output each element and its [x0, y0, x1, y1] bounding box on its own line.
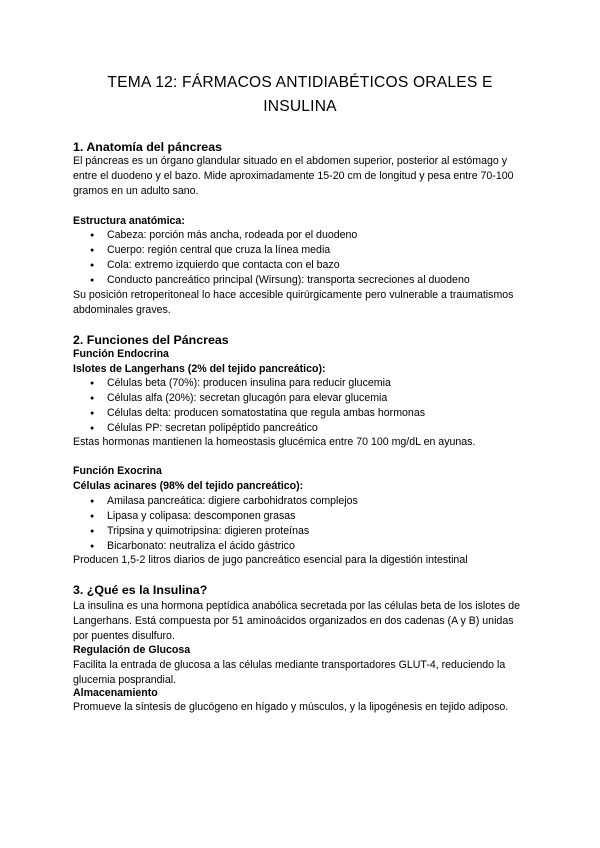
storage-heading: Almacenamiento [73, 687, 158, 699]
section-1-intro: El páncreas es un órgano glandular situado en el abdomen superior, posterior al estómago y entre el duodeno y el bazo. Mide aproximadamente 15-20 cm de longitud y pesa entre 70-100 gramos en un adulto sano. [73, 155, 514, 197]
list-item: ● Cabeza: porción más ancha, rodeada por el duodeno [90, 228, 470, 243]
anatomy-structure-heading: Estructura anatómica: [73, 215, 185, 227]
list-item: ● Células alfa (20%): secretan glucagón para elevar glucemia [90, 391, 425, 406]
endocrine-cells-list [90, 376, 425, 436]
exocrine-outro: Producen 1,5-2 litros diarios de jugo pancreático esencial para la digestión intestinal [73, 554, 468, 566]
endocrine-heading: Función Endocrina [73, 348, 169, 360]
glucose-regulation-heading: Regulación de Glucosa [73, 644, 191, 656]
list-item: ● Cola: extremo izquierdo que contacta con el bazo [90, 258, 470, 273]
exocrine-enzymes-list [90, 494, 358, 554]
list-item: ● Lipasa y colipasa: descomponen grasas [90, 509, 358, 524]
glucose-regulation-text: Facilita la entrada de glucosa a las células mediante transportadores GLUT-4, reduciendo la glucemia posprandial. [73, 659, 506, 686]
list-item: ● Células delta: producen somatostatina que regula ambas hormonas [90, 406, 425, 421]
section-1-heading: 1. Anatomía del páncreas [73, 140, 222, 154]
langerhans-islets-heading: Islotes de Langerhans (2% del tejido pancreático): [73, 363, 326, 375]
list-item: ● Tripsina y quimotripsina: digieren proteínas [90, 524, 358, 539]
list-item: ● Cuerpo: región central que cruza la línea media [90, 243, 470, 258]
list-item: ● Conducto pancreático principal (Wirsung): transporta secreciones al duodeno [90, 273, 470, 288]
list-item: ● Amilasa pancreática: digiere carbohidratos complejos [90, 494, 358, 509]
section-3-intro: La insulina es una hormona peptídica anabólica secretada por las células beta de los islotes de Langerhans. Está compuesta por 51 aminoácidos organizados en dos cadenas (A y B) unidas por puentes disulfuro. [73, 600, 520, 642]
section-3-heading: 3. ¿Qué es la Insulina? [73, 583, 208, 597]
list-item: ● Bicarbonato: neutraliza el ácido gástrico [90, 539, 358, 554]
document-title: TEMA 12: FÁRMACOS ANTIDIABÉTICOS ORALES E INSULINA [107, 74, 493, 115]
exocrine-heading: Función Exocrina [73, 465, 162, 477]
endocrine-outro: Estas hormonas mantienen la homeostasis glucémica entre 70 100 mg/dL en ayunas. [73, 436, 476, 448]
anatomy-structure-list [90, 228, 470, 288]
section-2-heading: 2. Funciones del Páncreas [73, 333, 229, 347]
section-1-outro: Su posición retroperitoneal lo hace accesible quirúrgicamente pero vulnerable a traumatismos abdominales graves. [73, 289, 514, 316]
storage-text: Promueve la síntesis de glucógeno en hígado y músculos, y la lipogénesis en tejido adiposo. [73, 701, 509, 713]
acinar-cells-heading: Células acinares (98% del tejido pancreático): [73, 480, 304, 492]
list-item: ● Células PP: secretan polipéptido pancreático [90, 421, 425, 436]
list-item: ● Células beta (70%): producen insulina para reducir glucemia [90, 376, 425, 391]
